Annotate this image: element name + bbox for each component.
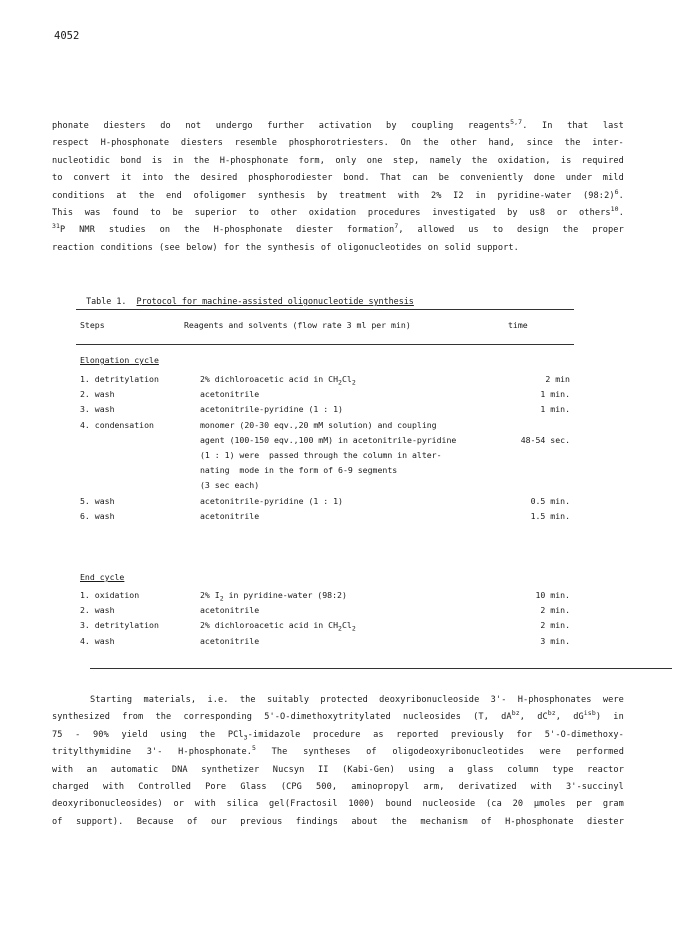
word: Controlled [138, 782, 191, 793]
word: H-phosphonate [213, 225, 283, 236]
text-line [52, 744, 624, 761]
word: 3'- [146, 747, 163, 758]
word: investigated [432, 208, 496, 219]
step-cell: 5. wash [80, 495, 115, 506]
word: conveniently [459, 173, 524, 184]
word: were [602, 695, 624, 705]
word: charged [52, 782, 89, 793]
word: Pore [205, 782, 227, 793]
reagent-cell: 2% $I_2$ in pyridine-water (98:2) [200, 590, 347, 603]
table-caption [76, 286, 414, 306]
word: H-phosphonate [505, 816, 574, 827]
word: nucleoside [422, 799, 476, 810]
word: 5'-O-dimethoxy- [544, 729, 624, 740]
reagent-cell: nating mode in the form of 6-9 segments [200, 465, 398, 476]
word: others$^{10}$. [579, 205, 624, 219]
text-line [52, 709, 624, 726]
word: other [450, 138, 477, 149]
step-cell: 3. wash [80, 404, 115, 415]
word: Because [136, 816, 174, 827]
word: the [193, 155, 210, 166]
word: coupling [411, 121, 454, 131]
word: the [199, 729, 216, 740]
word: be [172, 208, 183, 219]
word: from [122, 712, 144, 723]
word: $dG^{isb}$) [573, 709, 602, 723]
word: 20 [512, 799, 524, 810]
text-line [52, 135, 624, 152]
word: deoxyribonucleosides) [52, 799, 163, 810]
reagent-cell: acetonitrile [200, 389, 260, 400]
text-line [52, 188, 624, 205]
word: using [160, 729, 187, 740]
step-cell: 4. wash [80, 635, 115, 646]
word: mechanism [420, 816, 468, 827]
word: 3'- [490, 695, 507, 705]
word: the [173, 173, 190, 184]
word: an [86, 764, 98, 775]
word: glass [467, 764, 494, 775]
section-title-end-cycle: End cycle [80, 572, 125, 582]
word: phosphorotriesters. [288, 138, 389, 149]
reagent-cell: acetonitrile [200, 510, 260, 521]
word: formation$^7$, [346, 222, 404, 236]
word: phosphorodiester [248, 173, 333, 184]
word: pyridine-water [497, 190, 572, 201]
header-time: time [508, 320, 528, 330]
word: (T, [473, 712, 489, 723]
word: desired [200, 173, 238, 184]
text-line [52, 692, 624, 709]
word: diester [587, 816, 624, 827]
word: conditions [100, 242, 153, 253]
time-cell: 0.5 min. [530, 495, 570, 506]
word: it [120, 173, 132, 184]
time-cell: 2 min. [540, 605, 570, 616]
word: 75 [52, 729, 63, 740]
step-cell: 1. detritylation [80, 374, 159, 384]
word: us [468, 225, 479, 236]
time-cell: 2 min. [540, 620, 570, 631]
word: for [223, 242, 240, 253]
word: diester [296, 225, 333, 236]
time-cell: 3 min. [540, 635, 570, 646]
word: undergo [215, 121, 253, 131]
word: The [271, 747, 288, 758]
word: synthesis [257, 190, 306, 201]
word: procedure [313, 729, 361, 740]
word: as [373, 729, 384, 740]
word: about [351, 816, 378, 827]
word: the [184, 225, 200, 236]
word: bond [120, 155, 142, 166]
word: 2% [430, 190, 442, 201]
word: NMR [79, 225, 95, 236]
word: be [438, 173, 450, 184]
word: arm, [423, 782, 445, 793]
text-line [52, 796, 624, 813]
word: oligonucleotides [337, 242, 422, 253]
word: to [248, 208, 260, 219]
word: On [400, 138, 412, 149]
word: last [602, 121, 624, 131]
word: yield [121, 729, 148, 740]
word: the [564, 138, 581, 149]
word: 500, [316, 782, 338, 793]
word: do [160, 121, 171, 131]
word: or [173, 799, 185, 810]
table-header-rule [76, 344, 574, 345]
word: ofoligomer [193, 190, 247, 201]
word: syntheses [303, 747, 351, 758]
word: Nucsyn [272, 764, 305, 775]
word: namely [429, 155, 462, 166]
word: II [318, 764, 329, 775]
word: step, [392, 155, 420, 166]
text-line [52, 814, 624, 831]
word: Starting [90, 695, 133, 705]
time-cell: 1 min. [540, 389, 570, 400]
word: were [539, 747, 561, 758]
reagent-cell: acetonitrile-pyridine (1 : 1) [200, 495, 343, 506]
time-cell: 1.5 min. [530, 510, 570, 521]
word: the [391, 816, 407, 827]
word: suitably [266, 695, 310, 705]
word: previously [451, 729, 504, 740]
word: our [211, 816, 227, 827]
word: diesters [180, 138, 224, 149]
word: That [380, 173, 402, 184]
word: of [187, 816, 198, 827]
reagent-cell: 2% dichloroacetic acid in $CH_2Cl_2$ [200, 374, 356, 387]
word: to [150, 208, 161, 219]
reagent-cell: (3 sec each) [200, 480, 260, 491]
word: the [245, 242, 262, 253]
word: - [75, 729, 81, 740]
word: inter- [592, 138, 624, 149]
word: reaction [52, 242, 95, 253]
word: proper [592, 225, 624, 236]
step-cell: 2. wash [80, 605, 115, 616]
word: with [52, 764, 74, 775]
word: oxidation, [497, 155, 551, 166]
word: end [166, 190, 182, 201]
word: deoxyribonucleoside [379, 695, 480, 705]
step-cell: 2. wash [80, 389, 115, 400]
word: (see [158, 242, 181, 253]
word: H-phosphonate [219, 155, 289, 166]
word: of [52, 816, 63, 827]
word: H-phosphonate [100, 138, 170, 149]
word: 90% [93, 729, 109, 740]
word: synthesis [267, 242, 315, 253]
page-number: 4052 [54, 30, 80, 42]
section-title-elongation: Elongation cycle [80, 355, 159, 365]
word: of [366, 747, 377, 758]
step-cell: 1. oxidation [80, 590, 140, 600]
word: automatic [110, 764, 159, 775]
word: to [492, 225, 504, 236]
header-steps: Steps [80, 320, 105, 330]
word: tritylthymidine [52, 747, 132, 758]
time-cell: 10 min. [535, 590, 570, 600]
word: us8 [529, 208, 546, 219]
text-line [52, 779, 624, 796]
word: on [159, 225, 171, 236]
word: of [320, 242, 332, 253]
word: materials, [143, 695, 197, 705]
word: nucleosides [402, 712, 461, 723]
word: using [408, 764, 435, 775]
word: protected [320, 695, 368, 705]
word: in [613, 712, 624, 723]
word: support). [75, 816, 124, 827]
word: a [448, 764, 454, 775]
word: This [52, 208, 74, 219]
word: by [316, 190, 328, 201]
word: type [552, 764, 574, 775]
word: can [412, 173, 428, 184]
word: not [185, 121, 202, 131]
word: (ca [486, 799, 502, 810]
word: 1000) [348, 799, 375, 810]
word: to [52, 173, 63, 184]
word: oxidation [308, 208, 357, 219]
word: with [194, 799, 216, 810]
text-line [52, 170, 624, 187]
word: the [155, 712, 172, 723]
word: PCl$_3$-imidazole [227, 729, 301, 742]
word: for [516, 729, 533, 740]
word: by [507, 208, 518, 219]
word: corresponding [183, 712, 253, 723]
word: H-phosphonates [517, 695, 592, 705]
word: µmoles [533, 799, 566, 810]
word: was [84, 208, 101, 219]
word: superior [194, 208, 237, 219]
word: per [576, 799, 593, 810]
word: design [517, 225, 549, 236]
time-cell: 1 min. [540, 404, 570, 415]
word: in [172, 155, 184, 166]
word: nucleotidic [52, 155, 111, 166]
word: required [581, 155, 624, 166]
word: is [560, 155, 572, 166]
reagent-cell: acetonitrile [200, 635, 260, 646]
word: the [138, 190, 155, 201]
word: further [267, 121, 305, 131]
word: oligodeoxyribonucleotides [392, 747, 525, 758]
text-line [52, 762, 624, 779]
reagent-cell: agent (100-150 eqv.,100 mM) in acetonitrile-pyridine [200, 434, 457, 445]
word: found [112, 208, 139, 219]
word: under [565, 173, 593, 184]
word: i.e. [207, 695, 229, 705]
word: is [151, 155, 163, 166]
word: bound [385, 799, 412, 810]
word: by [386, 121, 397, 131]
reagent-cell: acetonitrile [200, 605, 260, 616]
word: bond. [343, 173, 370, 184]
word: gram [602, 799, 624, 810]
word: derivatized [458, 782, 517, 793]
header-reagents: Reagents and solvents (flow rate 3 ml per min) [184, 320, 411, 330]
word: form, [298, 155, 325, 166]
reagent-cell: monomer (20-30 eqv.,20 mM solution) and coupling [200, 419, 437, 430]
step-cell: 6. wash [80, 510, 115, 521]
word: into [142, 173, 164, 184]
text-line [52, 205, 624, 222]
word: convert [73, 173, 111, 184]
word: H-phosphonate.$^5$ [178, 744, 257, 758]
time-cell: 2 min [545, 374, 570, 384]
step-cell: 3. detritylation [80, 620, 159, 631]
word: gel(Fractosil [269, 799, 338, 810]
word: or [556, 208, 568, 219]
word: synthetizer [201, 764, 260, 775]
word: (Kabi-Gen) [342, 764, 395, 775]
word: done [533, 173, 556, 184]
table-top-rule [76, 309, 574, 310]
text-line [52, 118, 624, 135]
word: 3'-succinyl [565, 782, 624, 793]
step-cell: 4. condensation [80, 419, 154, 430]
time-cell: 48-54 sec. [520, 434, 570, 445]
word: $dC^{bz}$, [537, 709, 562, 723]
word: (CPG [280, 782, 302, 793]
word: treatment [339, 190, 387, 201]
word: conditions [52, 190, 105, 201]
word: $^{31}$P [52, 222, 66, 236]
word: DNA [171, 764, 188, 775]
paragraph-2 [52, 692, 624, 831]
word: reactor [587, 764, 624, 775]
word: support. [476, 242, 519, 253]
text-line [52, 153, 624, 170]
word: solid [444, 242, 471, 253]
word: resemble [234, 138, 277, 149]
table-title: Protocol for machine-assisted oligonucleotide synthesis [136, 296, 414, 306]
word: Glass [240, 782, 267, 793]
word: with [530, 782, 552, 793]
word: respect [52, 138, 89, 149]
word: 5'-O-dimethoxytritylated [264, 712, 391, 723]
word: synthesized [52, 712, 111, 723]
word: of [481, 816, 492, 827]
word: aminopropyl [351, 782, 410, 793]
word: activation [318, 121, 372, 131]
word: performed [576, 747, 624, 758]
word: column [507, 764, 539, 775]
word: the [471, 155, 488, 166]
word: diesters [103, 121, 146, 131]
word: other [270, 208, 298, 219]
word: mild [602, 173, 624, 184]
word: $dA^{bz}$, [501, 709, 526, 723]
word: hand, [488, 138, 515, 149]
word: below) [186, 242, 218, 253]
table-label: Table 1. [86, 296, 127, 306]
word: (98:2)$^6$. [582, 187, 624, 201]
reagent-cell: acetonitrile-pyridine (1 : 1) [200, 404, 343, 415]
word: studies [108, 225, 146, 236]
text-line [52, 222, 624, 239]
word: one [366, 155, 383, 166]
text-line [52, 727, 624, 744]
word: that [567, 121, 589, 131]
word: with [103, 782, 125, 793]
word: in [475, 190, 486, 201]
word: I2 [453, 190, 464, 201]
word: only [335, 155, 357, 166]
paragraph-1 [52, 118, 624, 257]
word: reported [396, 729, 439, 740]
word: reagents$^{5,7}$. [467, 118, 528, 131]
word: the [562, 225, 579, 236]
word: at [116, 190, 127, 201]
word: findings [295, 816, 338, 827]
word: on [427, 242, 439, 253]
word: with [398, 190, 420, 201]
word: the [422, 138, 439, 149]
reagent-cell: 2% dichloroacetic acid in $CH_2Cl_2$ [200, 620, 356, 634]
word: previous [240, 816, 283, 827]
table-bottom-rule [90, 668, 672, 669]
word: allowed [417, 225, 455, 236]
reagent-cell: (1 : 1) were passed through the column in alter- [200, 450, 442, 460]
word: phonate [52, 121, 89, 131]
word: the [239, 695, 256, 705]
word: since [526, 138, 553, 149]
word: silica [226, 799, 259, 810]
word: procedures [367, 208, 421, 219]
text-line [52, 240, 624, 257]
word: In [542, 121, 553, 131]
